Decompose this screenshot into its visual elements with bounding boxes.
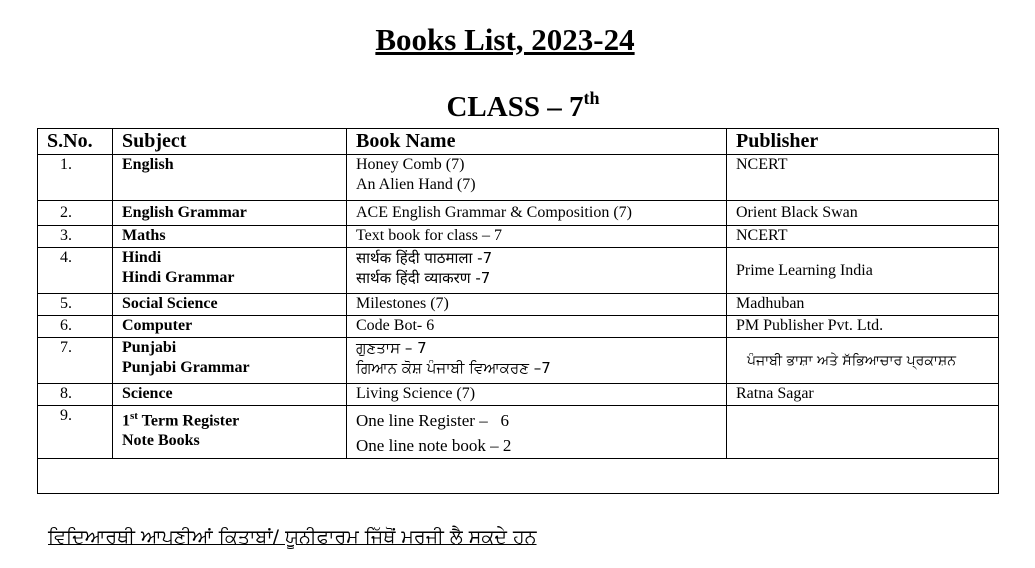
row-subject <box>113 338 347 384</box>
row-sno: 2. <box>38 201 113 226</box>
book-line: An Alien Hand (7) <box>356 176 476 193</box>
row-subject <box>113 155 347 201</box>
table-header-row <box>38 129 999 155</box>
table-row <box>38 248 999 294</box>
row-sno: 7. <box>38 338 113 384</box>
row-publisher: Prime Learning India <box>727 248 999 294</box>
empty-cell <box>38 459 999 494</box>
row-books <box>347 316 727 338</box>
row-books <box>347 201 727 226</box>
row-subject <box>113 294 347 316</box>
row-sno: 3. <box>38 226 113 248</box>
subject-line: English <box>122 156 174 173</box>
row-subject <box>113 248 347 294</box>
subject-line: Hindi <box>122 249 162 266</box>
row-publisher: PM Publisher Pvt. Ltd. <box>727 316 999 338</box>
page-title: Books List, 2023-24 <box>375 22 635 57</box>
row-subject <box>113 201 347 226</box>
subject-line: Science <box>122 385 173 402</box>
footer-note: ਵਿਦਿਆਰਥੀ ਆਪਣੀਆਂ ਕਿਤਾਬਾਂ/ ਯੂਨੀਫਾਰਮ ਜਿੱਥੋਂ ਮਰਜੀ ਲੈ ਸਕਦੇ ਹਨ <box>48 526 537 548</box>
row-publisher: Madhuban <box>727 294 999 316</box>
table-row <box>38 316 999 338</box>
book-line: One line note book – 2 <box>356 436 512 455</box>
table-row <box>38 338 999 384</box>
term-label: Term Register <box>141 412 240 430</box>
header-sno: S.No. <box>38 129 113 155</box>
subject-line: Hindi Grammar <box>122 269 235 286</box>
row-books <box>347 294 727 316</box>
row-publisher: Ratna Sagar <box>727 384 999 406</box>
subject-line: English Grammar <box>122 204 247 221</box>
subject-line: Computer <box>122 317 193 334</box>
row-sno: 5. <box>38 294 113 316</box>
row-sno: 9. <box>38 406 113 459</box>
header-book-name: Book Name <box>347 129 727 155</box>
book-line: ACE English Grammar & Composition (7) <box>356 204 632 221</box>
row-publisher: Orient Black Swan <box>727 201 999 226</box>
subject-line <box>122 406 346 431</box>
header-subject: Subject <box>113 129 347 155</box>
table-row <box>38 384 999 406</box>
book-line: ਗੁਣਤਾਸ – 7 <box>356 339 427 357</box>
row-subject <box>113 406 347 459</box>
term-number: 1 <box>122 412 130 430</box>
row-sno: 6. <box>38 316 113 338</box>
row-books <box>347 155 727 201</box>
row-sno: 1. <box>38 155 113 201</box>
row-books <box>347 406 727 459</box>
subject-line: Social Science <box>122 295 218 312</box>
book-line: One line Register – 6 <box>356 411 509 430</box>
header-publisher: Publisher <box>727 129 999 155</box>
class-suffix: th <box>583 88 600 108</box>
book-line: ਗਿਆਨ ਕੋਸ਼ ਪੰਜਾਬੀ ਵਿਆਕਰਣ –7 <box>356 359 551 377</box>
row-sno: 4. <box>38 248 113 294</box>
row-books <box>347 338 727 384</box>
book-line: Text book for class – 7 <box>356 227 502 244</box>
class-heading <box>0 80 1035 125</box>
row-subject <box>113 384 347 406</box>
table-row <box>38 201 999 226</box>
row-publisher: ਪੰਜਾਬੀ ਭਾਸ਼ਾ ਅਤੇ ਸੱਭਿਆਚਾਰ ਪ੍ਰਕਾਸ਼ਨ <box>727 338 999 384</box>
class-label: CLASS – 7 <box>446 91 584 123</box>
table-row <box>38 155 999 201</box>
row-subject <box>113 316 347 338</box>
row-publisher: NCERT <box>727 226 999 248</box>
row-books <box>347 248 727 294</box>
book-line: सार्थक हिंदी व्याकरण -7 <box>356 269 491 287</box>
subject-line: Maths <box>122 227 166 244</box>
term-suffix: st <box>130 410 138 422</box>
book-line: Code Bot- 6 <box>356 317 435 334</box>
row-books <box>347 384 727 406</box>
row-publisher: NCERT <box>727 155 999 201</box>
subject-line: Punjabi Grammar <box>122 359 250 376</box>
book-line: Milestones (7) <box>356 295 449 312</box>
row-subject <box>113 226 347 248</box>
book-line: Living Science (7) <box>356 385 476 402</box>
books-table <box>37 128 999 494</box>
table-row <box>38 406 999 459</box>
row-books <box>347 226 727 248</box>
subject-line: Note Books <box>122 432 200 450</box>
book-line: सार्थक हिंदी पाठमाला -7 <box>356 249 493 267</box>
empty-row <box>38 459 999 494</box>
row-sno: 8. <box>38 384 113 406</box>
book-line: Honey Comb (7) <box>356 156 465 173</box>
row-publisher <box>727 406 999 459</box>
table-row <box>38 226 999 248</box>
subject-line: Punjabi <box>122 339 177 356</box>
table-row <box>38 294 999 316</box>
